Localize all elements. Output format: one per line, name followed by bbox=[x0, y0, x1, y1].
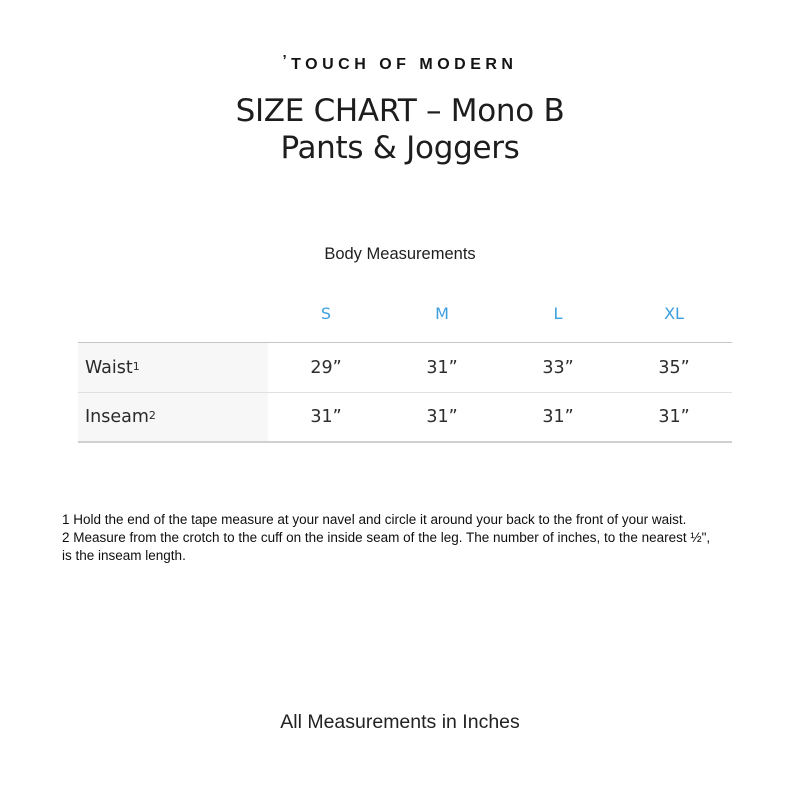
column-header-l: L bbox=[553, 304, 563, 323]
inseam-value-s: 31” bbox=[310, 407, 342, 427]
column-header-m: M bbox=[435, 304, 449, 323]
brand-logo-text: TOUCH OF MODERN bbox=[291, 56, 518, 73]
page-title-line-2: Pants & Joggers bbox=[280, 130, 520, 166]
section-heading: Body Measurements bbox=[324, 245, 476, 263]
footnotes bbox=[62, 511, 762, 565]
inseam-value-xl: 31” bbox=[658, 407, 690, 427]
waist-value-l: 33” bbox=[542, 357, 574, 378]
footnote-line-1: 1 Hold the end of the tape measure at your navel and circle it around your back to the front of your waist. bbox=[62, 512, 687, 527]
size-table-body bbox=[78, 342, 732, 443]
row-label-inseam-text: Inseam bbox=[85, 407, 149, 427]
waist-value-xl: 35” bbox=[658, 357, 690, 378]
column-header-s: S bbox=[320, 304, 332, 323]
row-label-inseam: Inseam $^2$ bbox=[78, 393, 268, 441]
waist-value-m: 31” bbox=[426, 357, 458, 378]
footer-note: All Measurements in Inches bbox=[280, 711, 520, 733]
row-label-waist: Waist $^1$ bbox=[78, 343, 268, 392]
table-row-inseam bbox=[78, 392, 732, 441]
brand-logo-mark: ’ bbox=[282, 52, 292, 69]
footnote-line-2: 2 Measure from the crotch to the cuff on the inside seam of the leg. The number of inches, to the nearest ½", bbox=[62, 530, 711, 545]
page-title bbox=[0, 93, 800, 167]
brand-logo bbox=[0, 54, 800, 76]
size-table-header-spacer bbox=[78, 305, 268, 342]
column-header-xl: XL bbox=[664, 304, 684, 323]
row-label-waist-text: Waist bbox=[85, 357, 133, 378]
size-table bbox=[78, 296, 732, 443]
table-row-waist bbox=[78, 343, 732, 392]
waist-value-s: 29” bbox=[310, 357, 342, 378]
inseam-value-m: 31” bbox=[426, 407, 458, 427]
inseam-value-l: 31” bbox=[542, 407, 574, 427]
footnote-line-3: is the inseam length. bbox=[62, 548, 186, 563]
page-title-line-1: SIZE CHART – Mono B bbox=[235, 93, 565, 129]
size-table-header-row bbox=[78, 296, 732, 342]
